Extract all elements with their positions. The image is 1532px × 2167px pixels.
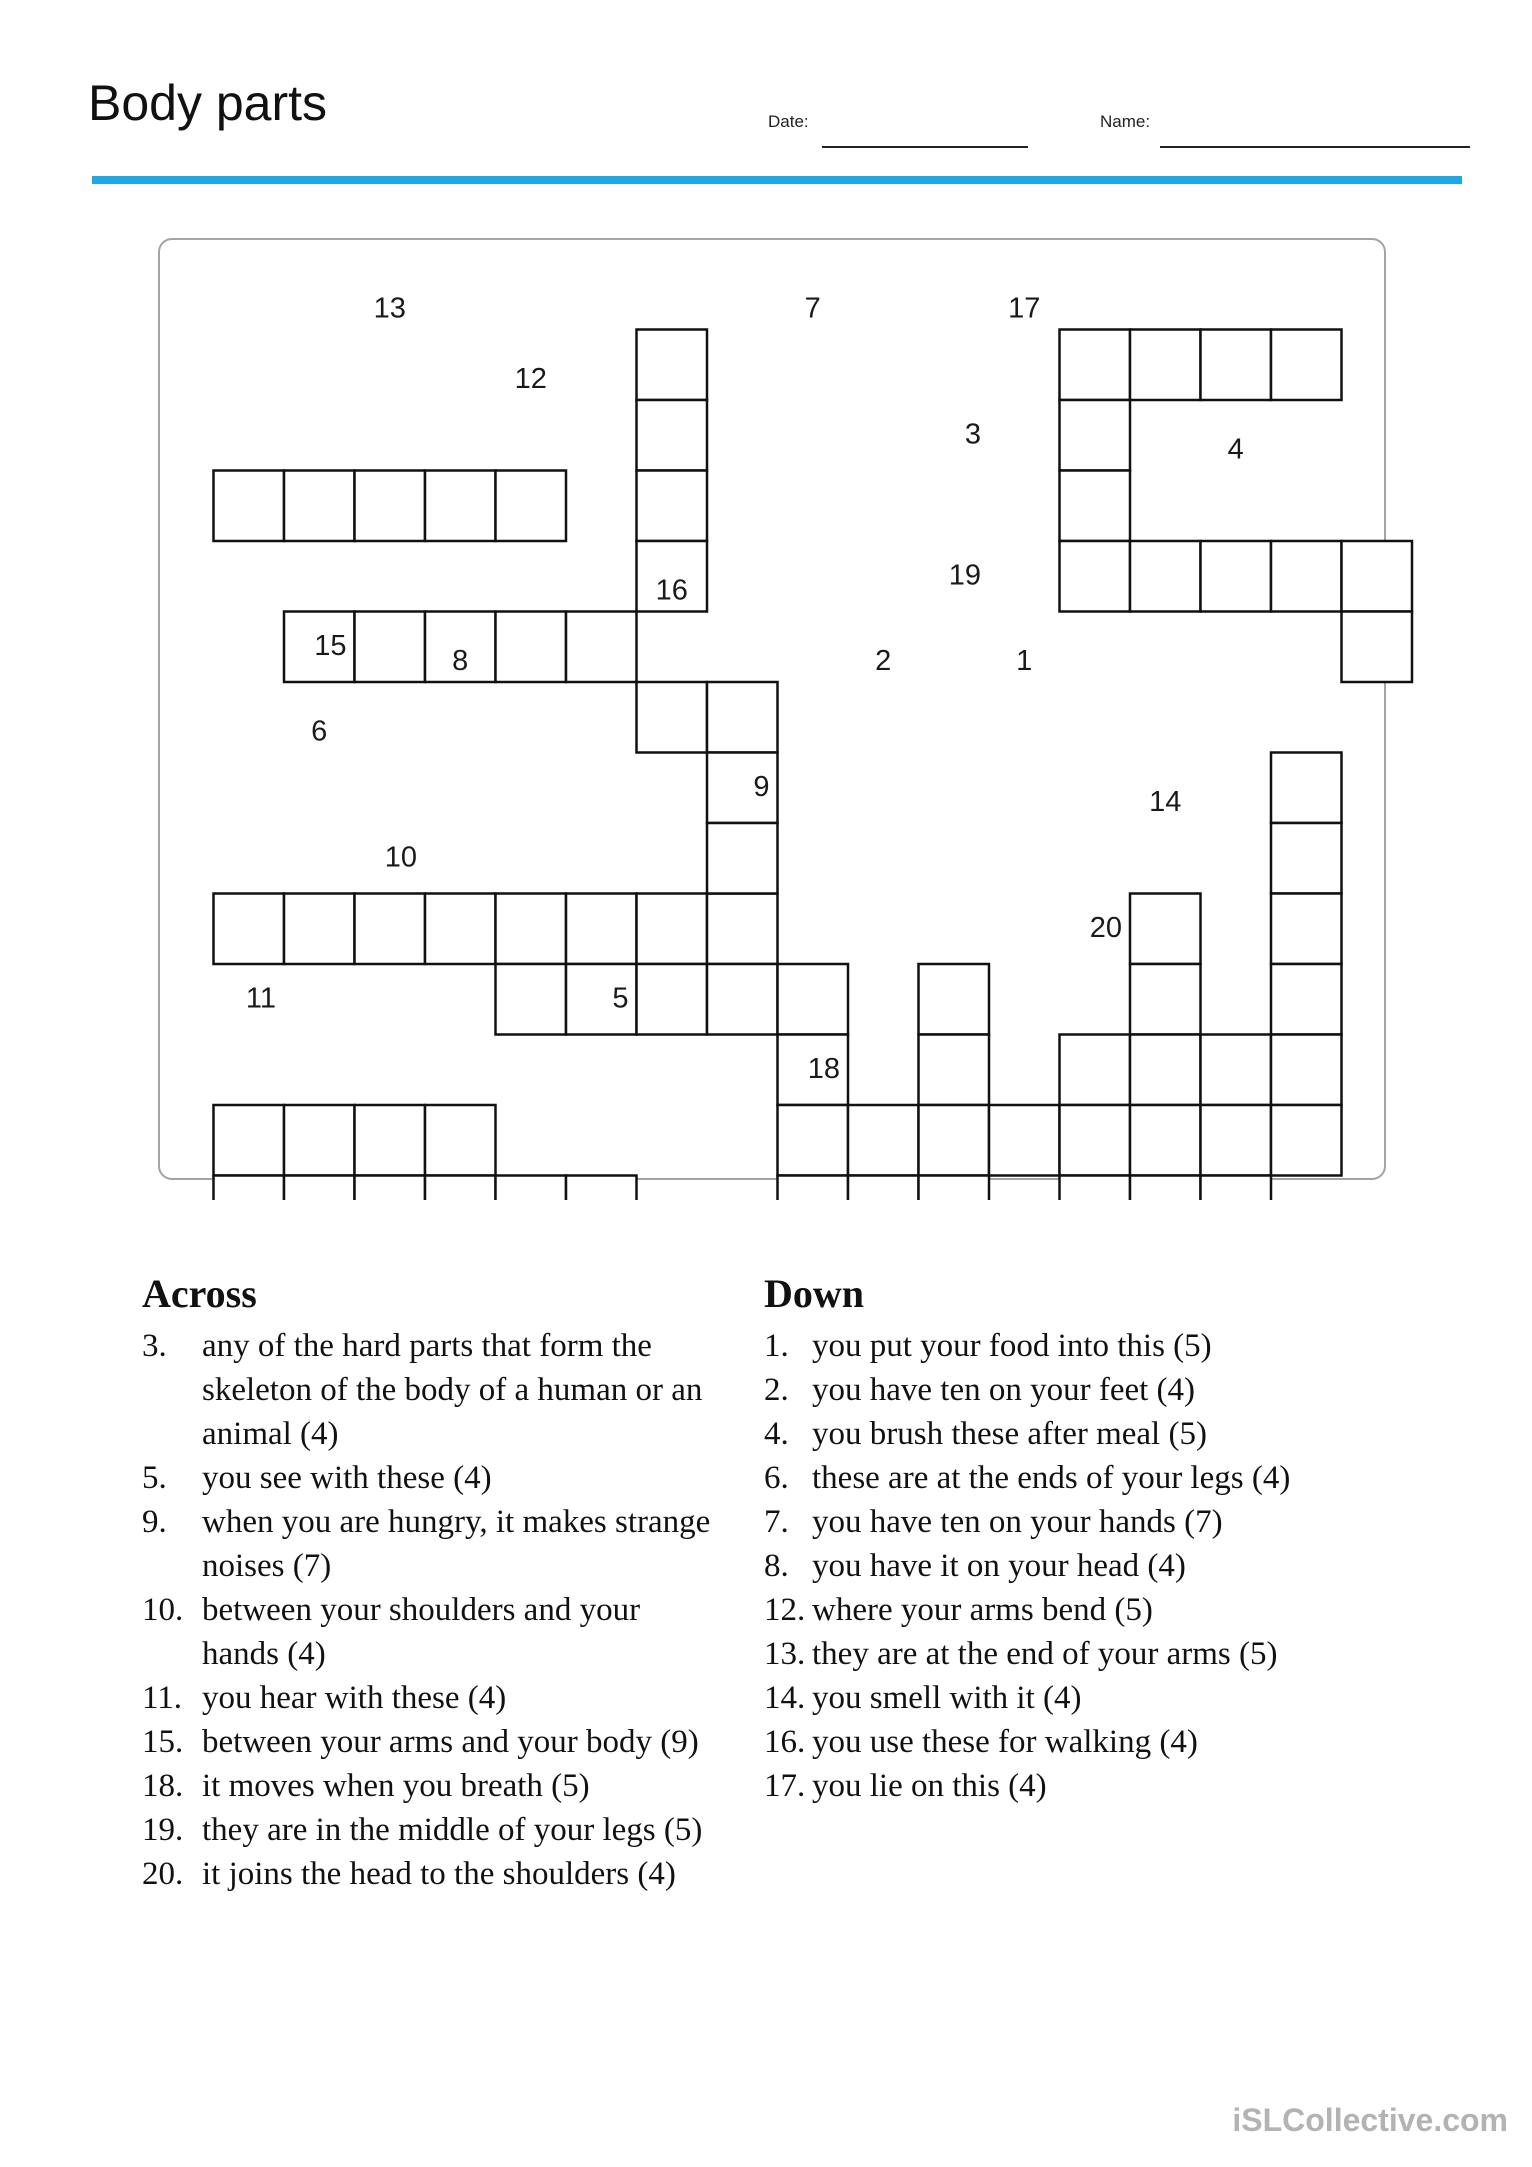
grid-cell[interactable] [989, 1105, 1060, 1176]
clue-number: 9. [142, 1504, 167, 1540]
grid-cell[interactable] [1201, 1176, 1272, 1201]
clue-text: these are at the ends of your legs (4) [812, 1460, 1291, 1496]
clue-number-label: 14 [1149, 786, 1182, 818]
clue-number: 7. [764, 1504, 789, 1540]
clue-number-label: 1 [1016, 645, 1033, 677]
grid-cell[interactable] [1271, 1035, 1342, 1106]
clue-item [764, 1500, 1404, 1544]
grid-cell[interactable] [1201, 330, 1272, 401]
clue-number-label: 17 [1008, 292, 1041, 325]
clue-number-label: 19 [948, 559, 981, 592]
grid-cell[interactable] [919, 1035, 990, 1106]
grid-cell[interactable] [566, 612, 637, 683]
grid-cell[interactable] [919, 964, 990, 1035]
grid-cell[interactable] [778, 1176, 849, 1201]
clue-text: it moves when you breath (5) [202, 1768, 590, 1804]
grid-cell[interactable] [1271, 330, 1342, 401]
clue-text: they are at the end of your arms (5) [812, 1636, 1278, 1672]
clue-item [142, 1808, 722, 1852]
clue-number: 15. [142, 1724, 184, 1760]
grid-cell[interactable] [1201, 541, 1272, 612]
grid-cell[interactable] [1060, 471, 1131, 542]
clue-number: 4. [764, 1416, 789, 1452]
clue-item [764, 1368, 1404, 1412]
clue-text: you hear with these (4) [202, 1680, 507, 1716]
grid-cell[interactable] [778, 1105, 849, 1176]
name-label: Name: [1100, 112, 1151, 131]
clue-number: 6. [764, 1460, 789, 1496]
grid-cell[interactable] [1060, 330, 1131, 401]
clue-number-label: 7 [804, 292, 821, 325]
clue-number-label: 10 [384, 841, 417, 874]
clue-item [764, 1676, 1404, 1720]
grid-cell[interactable] [848, 1176, 919, 1201]
grid-cell[interactable] [425, 1176, 496, 1201]
clue-number: 3. [142, 1328, 167, 1364]
clue-number-label: 3 [964, 418, 981, 451]
grid-cell[interactable] [1130, 894, 1201, 965]
grid-cell[interactable] [1271, 964, 1342, 1035]
grid-cell[interactable] [778, 964, 849, 1035]
grid-cell[interactable] [637, 471, 708, 542]
grid-cell[interactable] [284, 1105, 355, 1176]
grid-cell[interactable] [496, 471, 567, 542]
grid-cell[interactable] [214, 471, 285, 542]
grid-cell[interactable] [214, 1105, 285, 1176]
grid-cell[interactable] [919, 1105, 990, 1176]
clue-item [764, 1632, 1404, 1676]
clue-item [142, 1500, 722, 1588]
grid-cell[interactable] [425, 894, 496, 965]
grid-cell[interactable] [496, 964, 567, 1035]
clue-item [764, 1456, 1404, 1500]
grid-cell[interactable] [284, 894, 355, 965]
grid-cell[interactable] [425, 471, 496, 542]
clue-text: they are in the middle of your legs (5) [202, 1812, 703, 1848]
grid-cell[interactable] [707, 823, 778, 894]
clue-text: you use these for walking (4) [812, 1724, 1198, 1760]
grid-cell[interactable] [496, 612, 567, 683]
clue-text: it joins the head to the shoulders (4) [202, 1856, 676, 1892]
clue-number-label: 16 [655, 574, 688, 607]
clue-item [764, 1720, 1404, 1764]
clue-text: you have it on your head (4) [812, 1548, 1186, 1584]
clue-number: 12. [764, 1592, 806, 1628]
date-label: Date: [768, 112, 809, 131]
clue-number: 13. [764, 1636, 806, 1672]
grid-cell[interactable] [1130, 1035, 1201, 1106]
down-heading: Down [764, 1271, 865, 1316]
clue-number-label: 20 [1089, 912, 1122, 945]
clue-text: you smell with it (4) [812, 1680, 1082, 1716]
clue-number-label: 4 [1227, 433, 1244, 466]
clue-number-label: 6 [311, 715, 328, 748]
grid-cell[interactable] [1130, 541, 1201, 612]
across-heading: Across [142, 1271, 257, 1316]
clue-text: you lie on this (4) [812, 1768, 1047, 1804]
grid-cell[interactable] [1271, 823, 1342, 894]
clue-number: 18. [142, 1768, 184, 1804]
clue-item [764, 1588, 1404, 1632]
clue-number: 10. [142, 1592, 184, 1628]
clue-item [142, 1676, 722, 1720]
clue-item [142, 1588, 722, 1676]
grid-cell[interactable] [637, 682, 708, 753]
clue-number-label: 5 [612, 982, 629, 1015]
grid-cell[interactable] [214, 894, 285, 965]
clue-text: you brush these after meal (5) [812, 1416, 1207, 1452]
clue-number-label: 8 [452, 645, 469, 677]
clue-item [764, 1412, 1404, 1456]
clue-item [142, 1456, 722, 1500]
grid-cell[interactable] [496, 894, 567, 965]
clue-number: 19. [142, 1812, 184, 1848]
grid-cell[interactable] [707, 682, 778, 753]
grid-cell[interactable] [1130, 1176, 1201, 1201]
down-clues [764, 1270, 1404, 1808]
clue-text: between your arms and your body (9) [202, 1724, 699, 1760]
clue-text: you see with these (4) [202, 1460, 492, 1496]
clue-number-label: 11 [245, 982, 276, 1015]
clue-text: you have ten on your hands (7) [812, 1504, 1223, 1540]
grid-cell[interactable] [355, 612, 426, 683]
clue-number-label: 9 [753, 771, 770, 804]
clue-number: 2. [764, 1372, 789, 1408]
clue-number: 5. [142, 1460, 167, 1496]
grid-cell[interactable] [1060, 400, 1131, 471]
clue-text: where your arms bend (5) [812, 1592, 1153, 1628]
grid-cell[interactable] [425, 1105, 496, 1176]
grid-cell[interactable] [1060, 1035, 1131, 1106]
grid-cell[interactable] [1271, 753, 1342, 824]
page-title: Body parts [88, 75, 328, 131]
grid-cell[interactable] [1271, 894, 1342, 965]
clue-item [142, 1852, 722, 1896]
clue-number-label: 18 [807, 1053, 840, 1086]
clue-text: you put your food into this (5) [812, 1328, 1212, 1364]
grid-cell[interactable] [1130, 330, 1201, 401]
clue-number-label: 2 [875, 645, 892, 677]
grid-cell[interactable] [1130, 1105, 1201, 1176]
grid-cell[interactable] [355, 1105, 426, 1176]
clue-number: 1. [764, 1328, 789, 1364]
clue-item [142, 1720, 722, 1764]
grid-cell[interactable] [566, 1176, 637, 1201]
grid-cell[interactable] [848, 1105, 919, 1176]
grid-cell[interactable] [284, 471, 355, 542]
clue-number: 11. [142, 1680, 183, 1716]
grid-cell[interactable] [1201, 1105, 1272, 1176]
grid-cell[interactable] [637, 400, 708, 471]
grid-cell[interactable] [1342, 612, 1413, 683]
grid-cell[interactable] [1060, 541, 1131, 612]
grid-cell[interactable] [637, 964, 708, 1035]
clue-text: when you are hungry, it makes strange noises (7) [202, 1504, 711, 1584]
grid-cell[interactable] [1060, 1176, 1131, 1201]
grid-cell[interactable] [214, 1176, 285, 1201]
clue-number: 14. [764, 1680, 806, 1716]
grid-cell[interactable] [1342, 541, 1413, 612]
clue-item [142, 1324, 722, 1456]
grid-cell[interactable] [355, 894, 426, 965]
grid-cell[interactable] [1060, 1105, 1131, 1176]
clue-item [764, 1324, 1404, 1368]
clue-text: you have ten on your feet (4) [812, 1372, 1196, 1408]
grid-cell[interactable] [919, 1176, 990, 1201]
grid-cell[interactable] [1201, 1035, 1272, 1106]
grid-cell[interactable] [1271, 1105, 1342, 1176]
clue-item [764, 1764, 1404, 1808]
grid-cell[interactable] [355, 471, 426, 542]
grid-cell[interactable] [1271, 541, 1342, 612]
grid-cell[interactable] [284, 1176, 355, 1201]
grid-cell[interactable] [566, 894, 637, 965]
clue-number: 20. [142, 1856, 184, 1892]
grid-cell[interactable] [355, 1176, 426, 1201]
grid-cell[interactable] [496, 1176, 567, 1201]
grid-cell[interactable] [707, 964, 778, 1035]
clue-number: 16. [764, 1724, 806, 1760]
site-logo: iSLCollective.com [1232, 2102, 1508, 2138]
clue-number: 17. [764, 1768, 806, 1804]
clue-text: between your shoulders and your hands (4) [202, 1592, 641, 1672]
clue-number-label: 15 [314, 630, 347, 663]
grid-cell[interactable] [637, 330, 708, 401]
clue-text: any of the hard parts that form the skeleton of the body of a human or an animal (4) [202, 1328, 703, 1452]
clue-number: 8. [764, 1548, 789, 1584]
clue-item [142, 1764, 722, 1808]
grid-cell[interactable] [637, 894, 708, 965]
across-clues [142, 1270, 722, 1896]
clue-item [764, 1544, 1404, 1588]
clue-number-label: 13 [373, 292, 406, 325]
grid-cell[interactable] [1130, 964, 1201, 1035]
grid-cell[interactable] [707, 894, 778, 965]
clue-number-label: 12 [514, 363, 547, 395]
